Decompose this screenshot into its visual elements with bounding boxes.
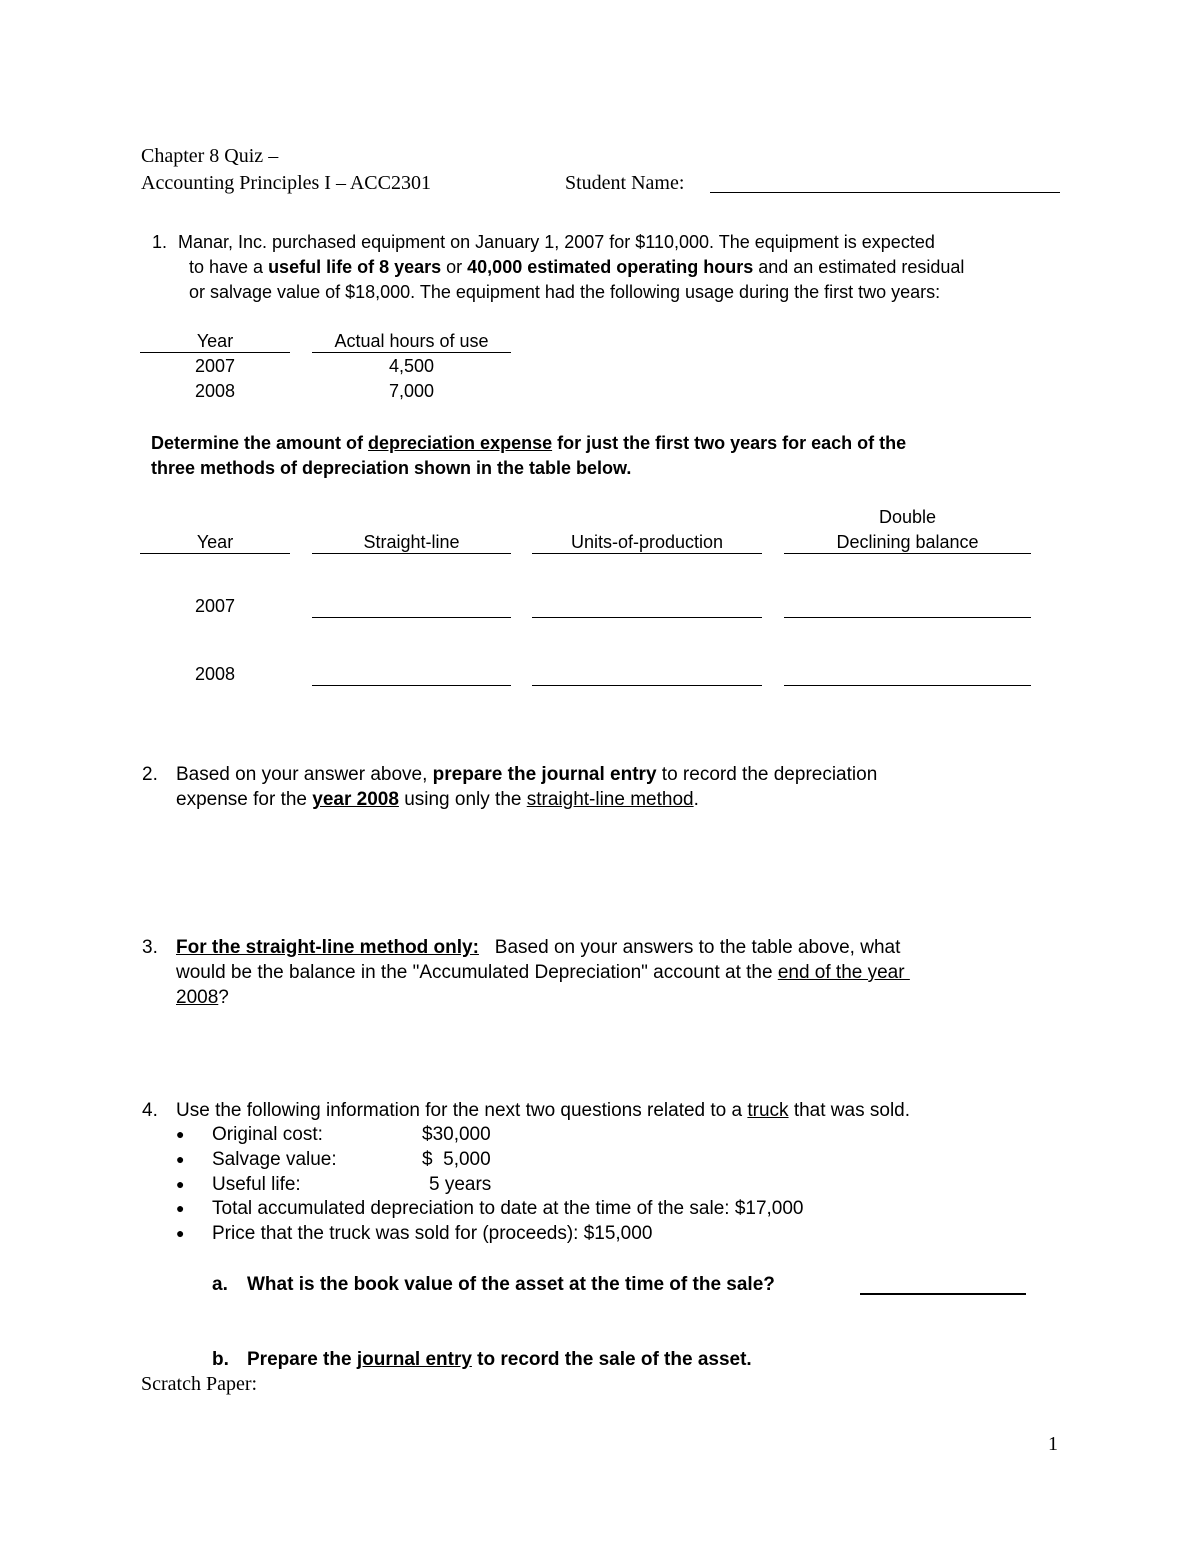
q4-truck-emphasis: truck <box>747 1100 789 1121</box>
answer-units-2008[interactable] <box>532 685 762 686</box>
part-a-question: What is the book value of the asset at the time of the sale? <box>247 1274 775 1295</box>
answer-straight-line-2008[interactable] <box>312 685 511 686</box>
usage-hours-cell: 4,500 <box>388 356 435 376</box>
useful-life-emphasis: useful life of 8 years <box>268 257 442 277</box>
q3-line3 <box>176 985 229 1010</box>
q3-straight-line-emphasis: For the straight-line method only: <box>176 937 479 958</box>
usage-year-cell: 2007 <box>194 356 236 376</box>
q1-line2-c: or <box>441 257 468 277</box>
instruction-a: Determine the amount of <box>151 433 369 453</box>
usage-year-cell: 2008 <box>194 381 236 401</box>
part-b-a: Prepare the <box>247 1349 357 1370</box>
col-ddb-line1: Double <box>878 507 937 527</box>
part-b-label: b. <box>212 1349 229 1370</box>
q2-h: . <box>693 789 699 810</box>
part-b-c: to record the sale of the asset. <box>471 1349 752 1370</box>
course-title: Accounting Principles I – ACC2301 <box>141 172 431 194</box>
bullet-icon: ● <box>176 1200 185 1216</box>
q2-number: 2. <box>142 764 158 785</box>
part-a-label: a. <box>212 1274 228 1295</box>
operating-hours-emphasis: 40,000 estimated operating hours <box>467 257 754 277</box>
answer-ddb-2007[interactable] <box>784 617 1031 618</box>
depreciation-expense-emphasis: depreciation expense <box>368 433 553 453</box>
bullet-icon: ● <box>176 1176 185 1192</box>
q2-f: using only the <box>398 789 527 810</box>
col-straight-line: Straight-line <box>363 532 460 552</box>
part-b-journal-entry: journal entry <box>356 1349 472 1370</box>
bullet-value: $ 5,000 <box>422 1149 491 1170</box>
bullet-value: 5 years <box>429 1174 492 1195</box>
page-number: 1 <box>1048 1433 1058 1455</box>
q2-a: Based on your answer above, <box>176 764 433 785</box>
q2-year-emphasis: year 2008 <box>312 789 399 810</box>
q1-number: 1. <box>152 232 168 252</box>
usage-header-rule-hours <box>312 352 511 353</box>
col-ddb-line2: Declining balance <box>836 532 979 552</box>
methods-header-rule <box>312 553 511 554</box>
q2-line2 <box>176 787 699 812</box>
q2-line1 <box>176 762 877 787</box>
methods-header-rule <box>532 553 762 554</box>
answer-ddb-2008[interactable] <box>784 685 1031 686</box>
methods-row-year: 2008 <box>194 664 236 684</box>
q4-number: 4. <box>142 1100 158 1121</box>
usage-header-rule-year <box>140 352 290 353</box>
student-name-field[interactable] <box>710 192 1060 193</box>
methods-row-year: 2007 <box>194 596 236 616</box>
scratch-paper-label: Scratch Paper: <box>141 1373 258 1395</box>
bullet-icon: ● <box>176 1225 185 1241</box>
q1-line2-a: to have a <box>189 257 269 277</box>
q3-year: 2008 <box>176 987 219 1008</box>
usage-hours-cell: 7,000 <box>388 381 435 401</box>
q3-line1 <box>176 935 900 960</box>
bullet-label: Useful life: <box>212 1174 301 1195</box>
q2-journal-entry-emphasis: prepare the journal entry <box>432 764 657 785</box>
methods-header-rule <box>784 553 1031 554</box>
part-b-question <box>247 1347 752 1372</box>
bullet-label: Total accumulated depreciation to date at the time of the sale: $17,000 <box>212 1198 804 1219</box>
quiz-title: Chapter 8 Quiz – <box>141 145 279 167</box>
q3-end-of-year: end of the year <box>777 962 910 983</box>
book-value-answer-field[interactable] <box>860 1293 1026 1295</box>
q3-c: would be the balance in the "Accumulated Depreciation" account at the <box>176 962 778 983</box>
instruction-c: for just the first two years for each of the <box>552 433 907 453</box>
methods-header-rule <box>140 553 290 554</box>
q3-f: ? <box>218 987 229 1008</box>
q2-d: expense for the <box>176 789 313 810</box>
q3-line2 <box>176 960 910 985</box>
q1-line2-e: and an estimated residual <box>753 257 965 277</box>
q1-line3: or salvage value of $18,000. The equipment had the following usage during the first two years: <box>189 282 941 302</box>
instruction-line2: three methods of depreciation shown in the table below. <box>151 458 632 478</box>
q1-line2 <box>189 255 964 280</box>
student-name-label: Student Name: <box>565 172 685 194</box>
instruction-line1 <box>151 431 906 456</box>
usage-header-year: Year <box>196 331 234 351</box>
q3-number: 3. <box>142 937 158 958</box>
q4-intro-a: Use the following information for the next two questions related to a <box>176 1100 748 1121</box>
col-year: Year <box>196 532 234 552</box>
q4-intro-c: that was sold. <box>788 1100 911 1121</box>
q2-method-emphasis: straight-line method <box>526 789 694 810</box>
q1-line1: Manar, Inc. purchased equipment on January 1, 2007 for $110,000. The equipment is expected <box>178 232 935 252</box>
bullet-label: Salvage value: <box>212 1149 337 1170</box>
usage-header-hours: Actual hours of use <box>334 331 489 351</box>
q2-c: to record the depreciation <box>656 764 878 785</box>
bullet-icon: ● <box>176 1151 185 1167</box>
answer-straight-line-2007[interactable] <box>312 617 511 618</box>
col-units-of-production: Units-of-production <box>570 532 724 552</box>
bullet-label: Original cost: <box>212 1124 323 1145</box>
q3-b: Based on your answers to the table above, what <box>478 937 901 958</box>
bullet-icon: ● <box>176 1126 185 1142</box>
answer-units-2007[interactable] <box>532 617 762 618</box>
bullet-value: $30,000 <box>422 1124 491 1145</box>
q4-intro <box>176 1098 910 1123</box>
bullet-label: Price that the truck was sold for (proceeds): $15,000 <box>212 1223 653 1244</box>
